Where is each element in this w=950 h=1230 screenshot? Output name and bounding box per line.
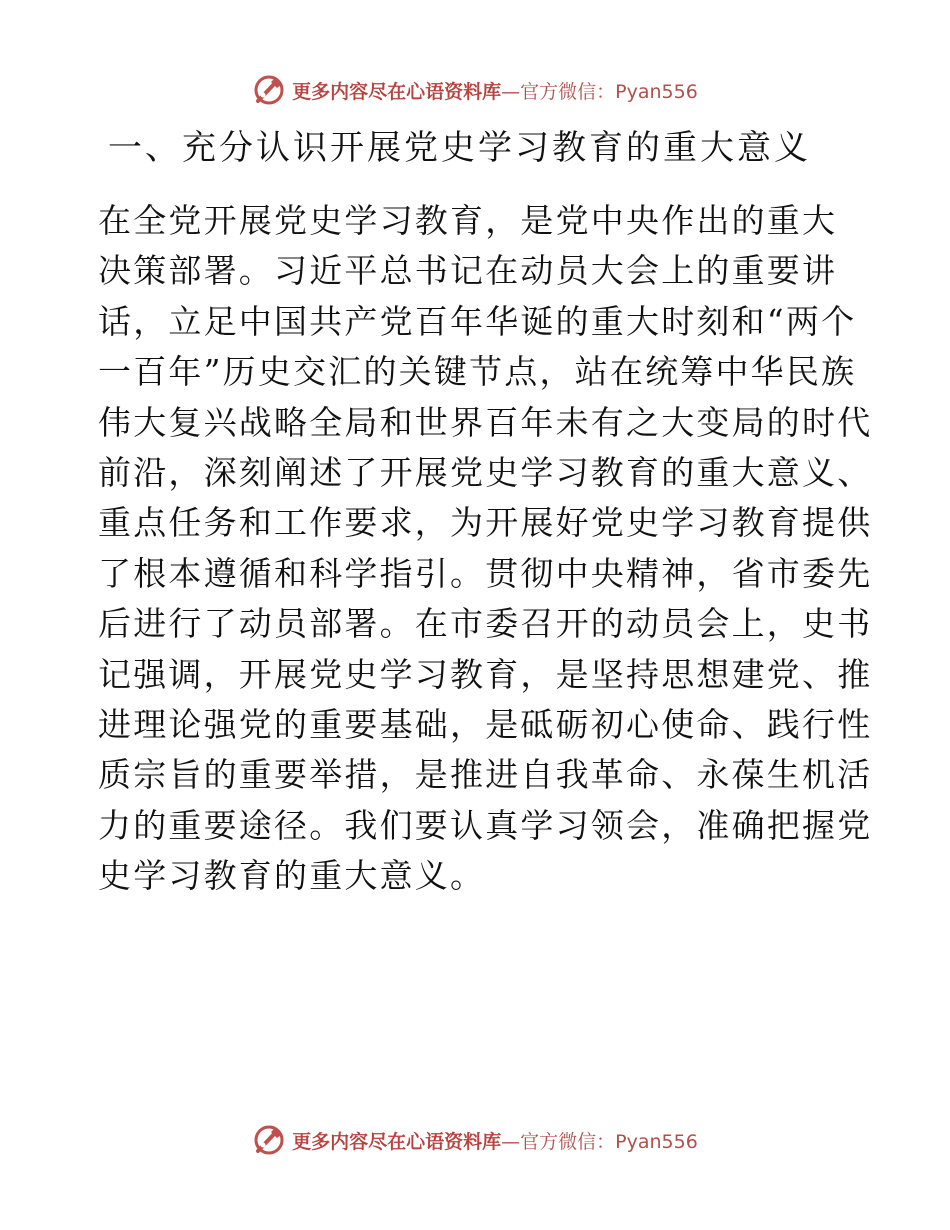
- watermark-wechat: —官方微信：Pyan556: [501, 80, 698, 103]
- watermark-brand: 更多内容尽在心语资料库: [292, 80, 502, 103]
- paragraph-line: 前沿，深刻阐述了开展党史学习教育的重大意义、: [98, 453, 873, 493]
- paragraph-line: 在全党开展党史学习教育，是党中央作出的重大: [98, 201, 838, 240]
- paragraph-line: 进理论强党的重要基础，是砥砺初心使命、践行性: [98, 705, 873, 745]
- paragraph-line: 伟大复兴战略全局和世界百年未有之大变局的时代: [98, 402, 873, 442]
- paragraph-line: 后进行了动员部署。在市委召开的动员会上，史书: [98, 604, 873, 644]
- section-heading: 一、充分认识开展党史学习教育的重大意义: [108, 128, 811, 168]
- brush-logo-icon: [252, 1123, 286, 1157]
- paragraph-line: 记强调，开展党史学习教育，是坚持思想建党、推: [98, 654, 873, 694]
- body-paragraph: [98, 196, 873, 902]
- watermark-brand: 更多内容尽在心语资料库: [292, 1130, 502, 1153]
- paragraph-line: 质宗旨的重要举措，是推进自我革命、永葆生机活: [98, 755, 873, 795]
- watermark-wechat: —官方微信：Pyan556: [501, 1130, 698, 1153]
- paragraph-line: 重点任务和工作要求，为开展好党史学习教育提供: [98, 503, 873, 543]
- paragraph-line: 决策部署。习近平总书记在动员大会上的重要讲: [98, 251, 838, 291]
- watermark-header: [0, 70, 950, 110]
- paragraph-line: 史学习教育的重大意义。: [98, 856, 486, 896]
- watermark-text: [292, 1127, 698, 1154]
- paragraph-line: 力的重要途径。我们要认真学习领会，准确把握党: [98, 805, 873, 845]
- watermark-text: [292, 77, 698, 104]
- paragraph-line: 一百年”历史交汇的关键节点，站在统筹中华民族: [98, 352, 857, 392]
- paragraph-line: 了根本遵循和科学指引。贯彻中央精神，省市委先: [98, 553, 873, 593]
- watermark-footer: [0, 1120, 950, 1160]
- brush-logo-icon: [252, 73, 286, 107]
- paragraph-line: 话，立足中国共产党百年华诞的重大时刻和“两个: [98, 301, 857, 341]
